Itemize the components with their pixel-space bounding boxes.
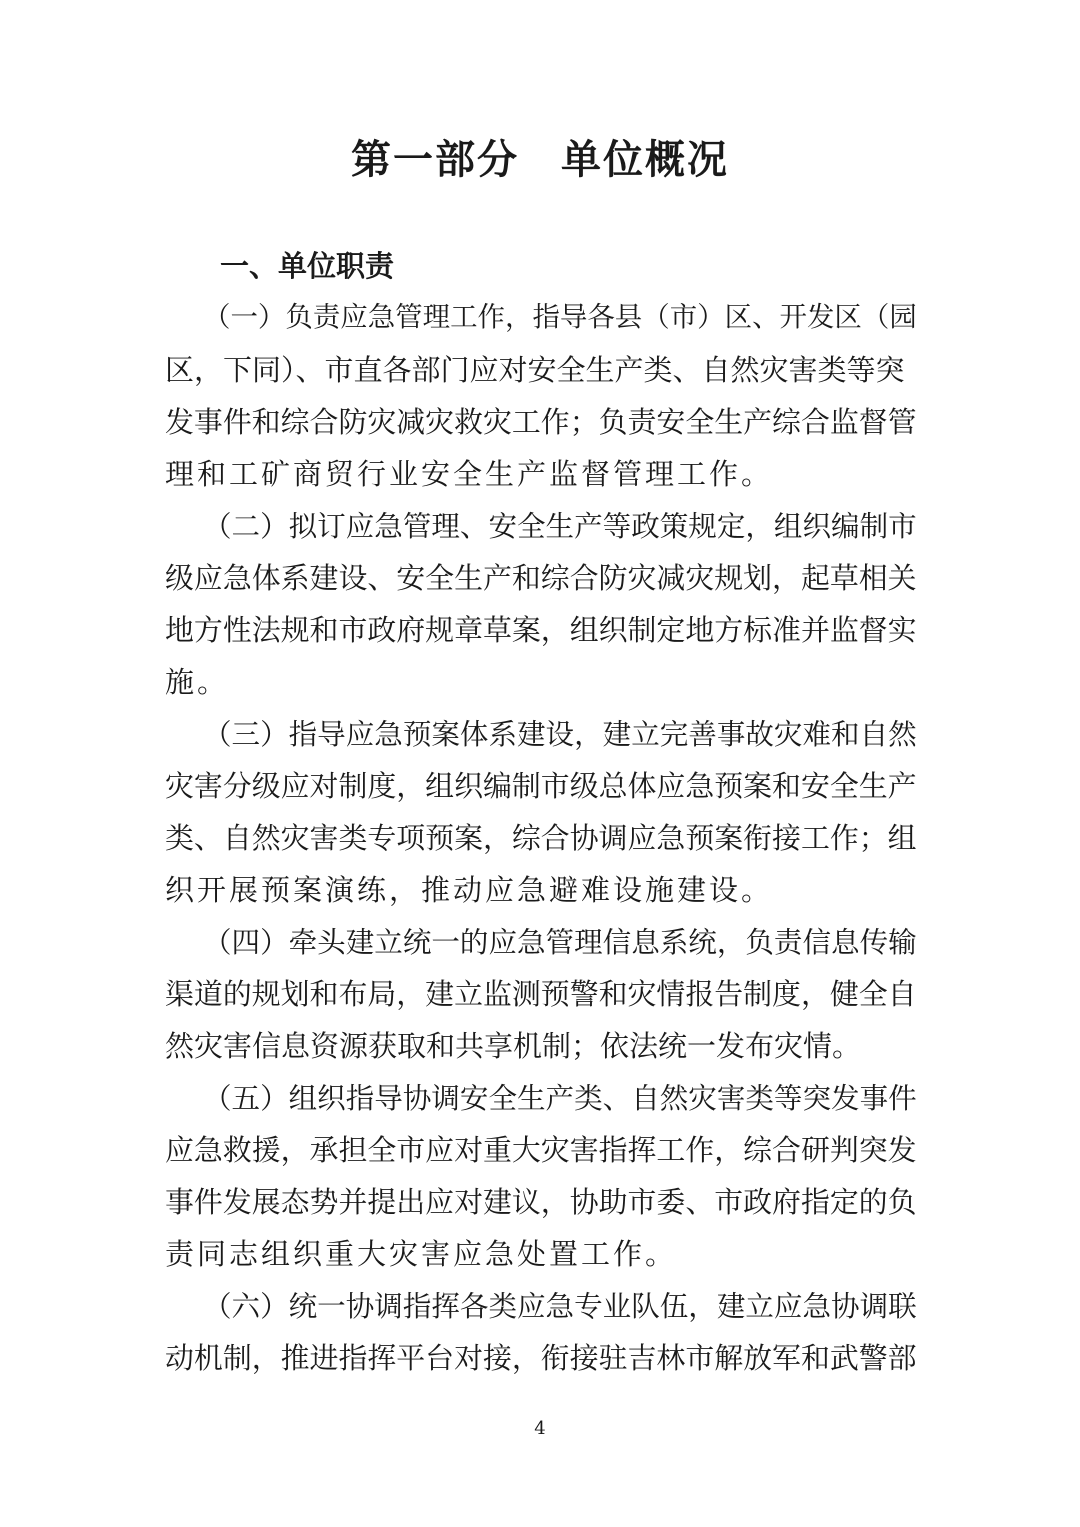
page-title: 第一部分 单位概况 (351, 136, 729, 183)
text-line: （一）负责应急管理工作，指导各县（市）区、开发区（园 (203, 302, 917, 333)
page-number: 4 (534, 1418, 546, 1439)
text-line: 地方性法规和市政府规章草案，组织制定地方标准并监督实 (165, 613, 917, 647)
document-body (165, 292, 917, 1384)
text-line: 渠道的规划和布局，建立监测预警和灾情报告制度，健全自 (165, 977, 917, 1011)
paragraph-5 (165, 1072, 917, 1280)
text-line: 责同志组织重大灾害应急处置工作。 (165, 1237, 678, 1271)
text-line: 动机制，推进指挥平台对接，衔接驻吉林市解放军和武警部 (165, 1341, 917, 1375)
text-line: 级应急体系建设、安全生产和综合防灾减灾规划，起草相关 (165, 561, 917, 595)
text-line: 发事件和综合防灾减灾救灾工作；负责安全生产综合监督管 (165, 405, 917, 439)
text-line: 施。 (165, 665, 230, 699)
paragraph-2 (165, 500, 917, 708)
text-line: （五）组织指导协调安全生产类、自然灾害类等突发事件 (203, 1081, 917, 1115)
text-line: 区，下同）、市直各部门应对安全生产类、自然灾害类等突 (165, 353, 905, 387)
text-line: （三）指导应急预案体系建设，建立完善事故灾难和自然 (203, 717, 917, 751)
text-line: 类、自然灾害类专项预案，综合协调应急预案衔接工作；组 (165, 821, 917, 855)
text-line: （二）拟订应急管理、安全生产等政策规定，组织编制市 (203, 509, 917, 543)
text-line: 理和工矿商贸行业安全生产监督管理工作。 (165, 457, 774, 491)
text-line: 应急救援，承担全市应对重大灾害指挥工作，综合研判突发 (165, 1133, 917, 1167)
text-line: 事件发展态势并提出应对建议，协助市委、市政府指定的负 (165, 1185, 917, 1219)
text-line: （四）牵头建立统一的应急管理信息系统，负责信息传输 (203, 925, 917, 959)
text-line: 织开展预案演练，推动应急避难设施建设。 (165, 873, 774, 907)
section-heading: 一、单位职责 (220, 249, 395, 283)
paragraph-6 (165, 1280, 917, 1384)
paragraph-4 (165, 916, 917, 1072)
paragraph-1 (165, 292, 917, 500)
paragraph-3 (165, 708, 917, 916)
text-line: 然灾害信息资源获取和共享机制；依法统一发布灾情。 (165, 1029, 862, 1063)
text-line: （六）统一协调指挥各类应急专业队伍，建立应急协调联 (203, 1289, 917, 1323)
text-line: 灾害分级应对制度，组织编制市级总体应急预案和安全生产 (165, 769, 917, 803)
